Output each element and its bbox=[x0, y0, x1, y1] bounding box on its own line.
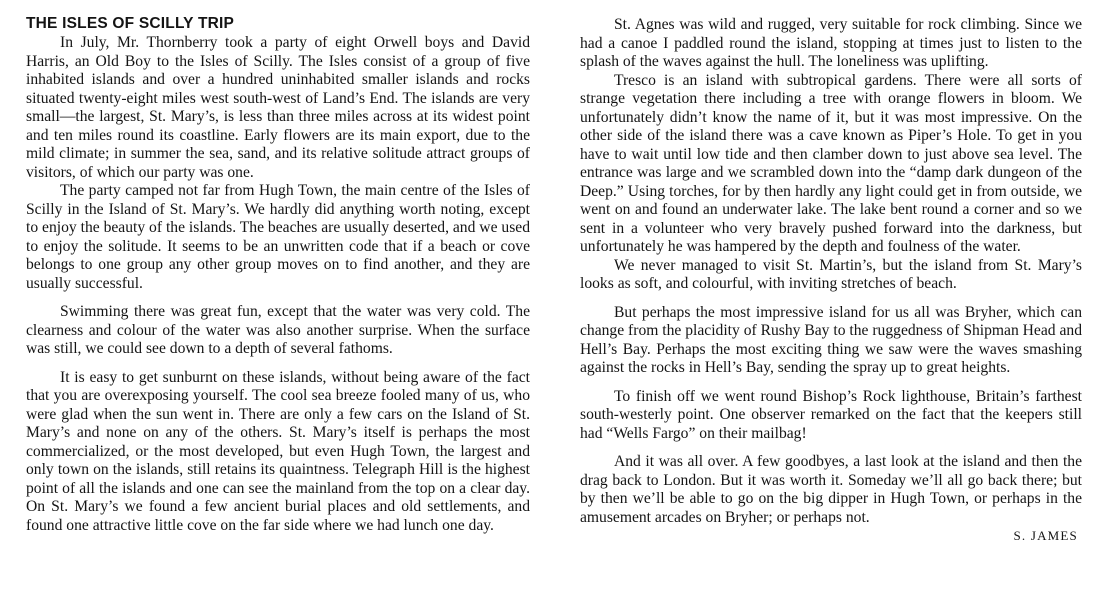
paragraph-bishops-rock: To finish off we went round Bishop’s Rock lighthouse, Britain’s farthest south-westerly point. One observer remarked on the fact that the keepers still had “Wells Fargo” on their mailbag! bbox=[580, 387, 1082, 442]
paragraph-intro: In July, Mr. Thornberry took a party of eight Orwell boys and David Harris, an Old Boy to the Isles of Scilly. The Isles consist of a group of five inhabited islands and over a hundred uninhabited smaller islands and rocks situated twenty-eight miles west south-west of Land’s End. The islands are very small—the largest, St. Mary’s, is less than three miles across at its widest point and ten miles round its coastline. Early flowers are its main export, due to the mild climate; in summer the sea, sand, and its relative solitude attract groups of visitors, of which our party was one. bbox=[26, 34, 530, 181]
paragraph-closing: And it was all over. A few goodbyes, a last look at the island and then the drag back to London. But it was worth it. Someday we’ll all go back there; but by then we’ll be able to go on the big dipper in Hugh Town, or perhaps in the amusement arcades on Bryher; or perhaps not. bbox=[580, 453, 1082, 526]
paragraph-camp: The party camped not far from Hugh Town, the main centre of the Isles of Scilly in the Island of St. Mary’s. We hardly did anything worth noting, except to enjoy the beauty of the islands. The beaches are usually deserted, and we used to enjoy the solitude. It seems to be an unwritten code that if a beach or cove belongs to one group any other group moves on to find another, and they are usually successful. bbox=[26, 182, 530, 292]
author-signature: S. JAMES bbox=[1013, 527, 1078, 543]
article-title: THE ISLES OF SCILLY TRIP bbox=[26, 15, 235, 32]
paragraph-st-agnes: St. Agnes was wild and rugged, very suitable for rock climbing. Since we had a canoe I paddled round the island, stopping at times just to listen to the splash of the waves against the hull. The loneliness was uplifting. bbox=[580, 16, 1082, 70]
paragraph-st-martins: We never managed to visit St. Martin’s, but the island from St. Mary’s looks as soft, and colourful, with inviting stretches of beach. bbox=[580, 256, 1082, 292]
paragraph-bryher: But perhaps the most impressive island for us all was Bryher, which can change from the placidity of Rushy Bay to the ruggedness of Shipman Head and Hell’s Bay. Perhaps the most exciting thing we saw were the waves smashing against the rocks in Hell’s Bay, sending the spray up to great heights. bbox=[580, 303, 1082, 376]
paragraph-tresco: Tresco is an island with subtropical gardens. There were all sorts of strange vegetation there including a tree with orange flowers in bloom. We unfortunately didn’t know the name of it, but it was most impressive. On the other side of the island there was a cave known as Piper’s Hole. To get in you have to wait until low tide and then clamber down to just above sea level. The entrance was large and we scrambled down into the “damp dark dungeon of the Deep.” Using torches, for by then hardly any light could get in from outside, we went on and found an underwater lake. The lake bent round a corner and so we sent in a volunteer who very bravely pushed forward into the darkness, but unfortunately he was hampered by the depth and foulness of the water. bbox=[580, 71, 1082, 255]
closing-block bbox=[580, 453, 1082, 543]
right-column bbox=[580, 16, 1082, 543]
left-column bbox=[26, 14, 530, 535]
paragraph-sunburn: It is easy to get sunburnt on these islands, without being aware of the fact that you are overexposing yourself. The cool sea breeze fooled many of us, who were glad when the sun went in. There are only a few cars on the Island of St. Mary’s and none on any of the others. St. Mary’s itself is perhaps the most commercialized, or the most developed, but even Hugh Town, the largest and only town on the islands, still retains its quaintness. Telegraph Hill is the highest point of all the islands and one can see the mainland from the top on a clear day. On St. Mary’s we found a few ancient burial places and old settlements, and found one attractive little cove on the far side where we had lunch one day. bbox=[26, 368, 530, 534]
paragraph-swimming: Swimming there was great fun, except that the water was very cold. The clearness and colour of the water was also another surprise. When the surface was still, we could see down to a depth of several fathoms. bbox=[26, 303, 530, 357]
